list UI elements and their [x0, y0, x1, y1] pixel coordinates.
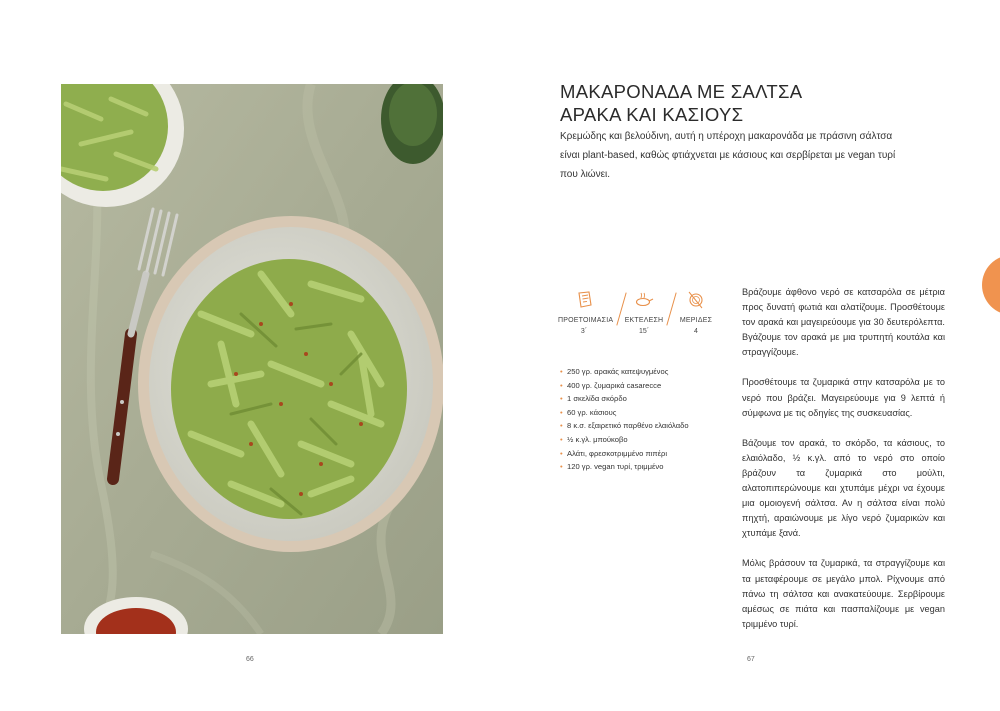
ingredients-list — [560, 365, 725, 474]
page-number-right: 67 — [747, 656, 755, 663]
prep-time — [558, 290, 614, 337]
frying-pan-icon — [634, 290, 654, 310]
cook-time — [618, 290, 670, 337]
ingredient-item: • 60 γρ. κάσιους — [560, 407, 617, 417]
ingredient-item: • ½ κ.γλ. μπούκοβο — [560, 434, 628, 444]
method-step: Μόλις βράσουν τα ζυμαρικά, τα στραγγίζουμε και τα μεταφέρουμε σε μεγάλο μπολ. Ρίχνουμε από πάνω τη σάλτσα και ανακατεύουμε. Σερβίρουμε αμέσως σε πιάτα και πασπαλίζουμε με vegan τριμμένο τυρί. — [742, 558, 945, 629]
prep-time-label: ΠΡΟΕΤΟΙΜΑΣΙΑ — [558, 317, 614, 324]
recipe-book-icon — [574, 290, 594, 310]
method-step: Βάζουμε τον αρακά, το σκόρδο, τα κάσιους, το ελαιόλαδο, ½ κ.γλ. από το νερό στο οποίο βράζουν τα ζυμαρικά στο μούλτι, αλατοπιπερώνουμε και χτυπάμε μέχρι να έχουμε μια ομοιογενή σάλτσα. Αν η σάλτσα είναι πολύ πηχτή, αραιώνουμε με λίγο νερό ζυμαρικών και χτυπάμε ξανά. — [742, 437, 945, 539]
method-step: Προσθέτουμε τα ζυμαρικά στην κατσαρόλα με το νερό που βράζει. Μαγειρεύουμε για 9 λεπτά ή σύμφωνα με τις οδηγίες της συσκευασίας. — [742, 377, 945, 418]
recipe-title — [560, 80, 880, 126]
recipe-title-line-2: ΑΡΑΚΑ ΚΑΙ ΚΑΣΙΟΥΣ — [560, 104, 744, 125]
pasta-photo — [61, 84, 443, 634]
ingredient-item: • 8 κ.σ. εξαιρετικό παρθένο ελαιόλαδο — [560, 421, 689, 431]
prep-time-value: 3΄ — [580, 328, 588, 335]
ingredient-item: • Αλάτι, φρεσκοτριμμένο πιπέρι — [560, 448, 668, 458]
servings-label: ΜΕΡΙΔΕΣ — [679, 317, 713, 324]
method-steps — [742, 285, 945, 647]
ingredient-item: • 250 γρ. αρακάς κατεψυγμένος — [560, 367, 669, 376]
servings-value: 4 — [694, 328, 698, 335]
cook-time-label: ΕΚΤΕΛΕΣΗ — [624, 317, 664, 324]
ingredient-item: • 400 γρ. ζυμαρικά casarecce — [560, 380, 662, 390]
recipe-title-line-1: ΜΑΚΑΡΟΝΑΔΑ ΜΕ ΣΑΛΤΣΑ — [560, 81, 803, 102]
cook-time-value: 15΄ — [638, 328, 650, 335]
recipe-meta — [560, 290, 720, 340]
chapter-tab — [982, 255, 1000, 315]
plate-utensils-icon — [686, 290, 706, 310]
ingredient-item: • 120 γρ. vegan τυρί, τριμμένο — [560, 462, 664, 472]
ingredient-item: • 1 σκελίδα σκόρδο — [560, 394, 627, 404]
recipe-intro: Κρεμώδης και βελούδινη, αυτή η υπέροχη μακαρονάδα με πράσινη σάλτσα είναι plant-based, καθώς φτιάχνεται με κάσιους και σερβίρεται με vegan τυρί που λιώνει. — [560, 131, 896, 180]
servings — [670, 290, 722, 337]
method-step: Βράζουμε άφθονο νερό σε κατσαρόλα σε μέτρια προς δυνατή φωτιά και αλατίζουμε. Προσθέτουμε τον αρακά και μαγειρεύουμε για 30 δευτερόλεπτα. Βγάζουμε τον αρακά με μια τρυπητή κουτάλα και στραγγίζουμε. — [742, 287, 945, 358]
pasta-photo-illustration — [61, 84, 443, 634]
page-number-left: 66 — [246, 656, 254, 663]
